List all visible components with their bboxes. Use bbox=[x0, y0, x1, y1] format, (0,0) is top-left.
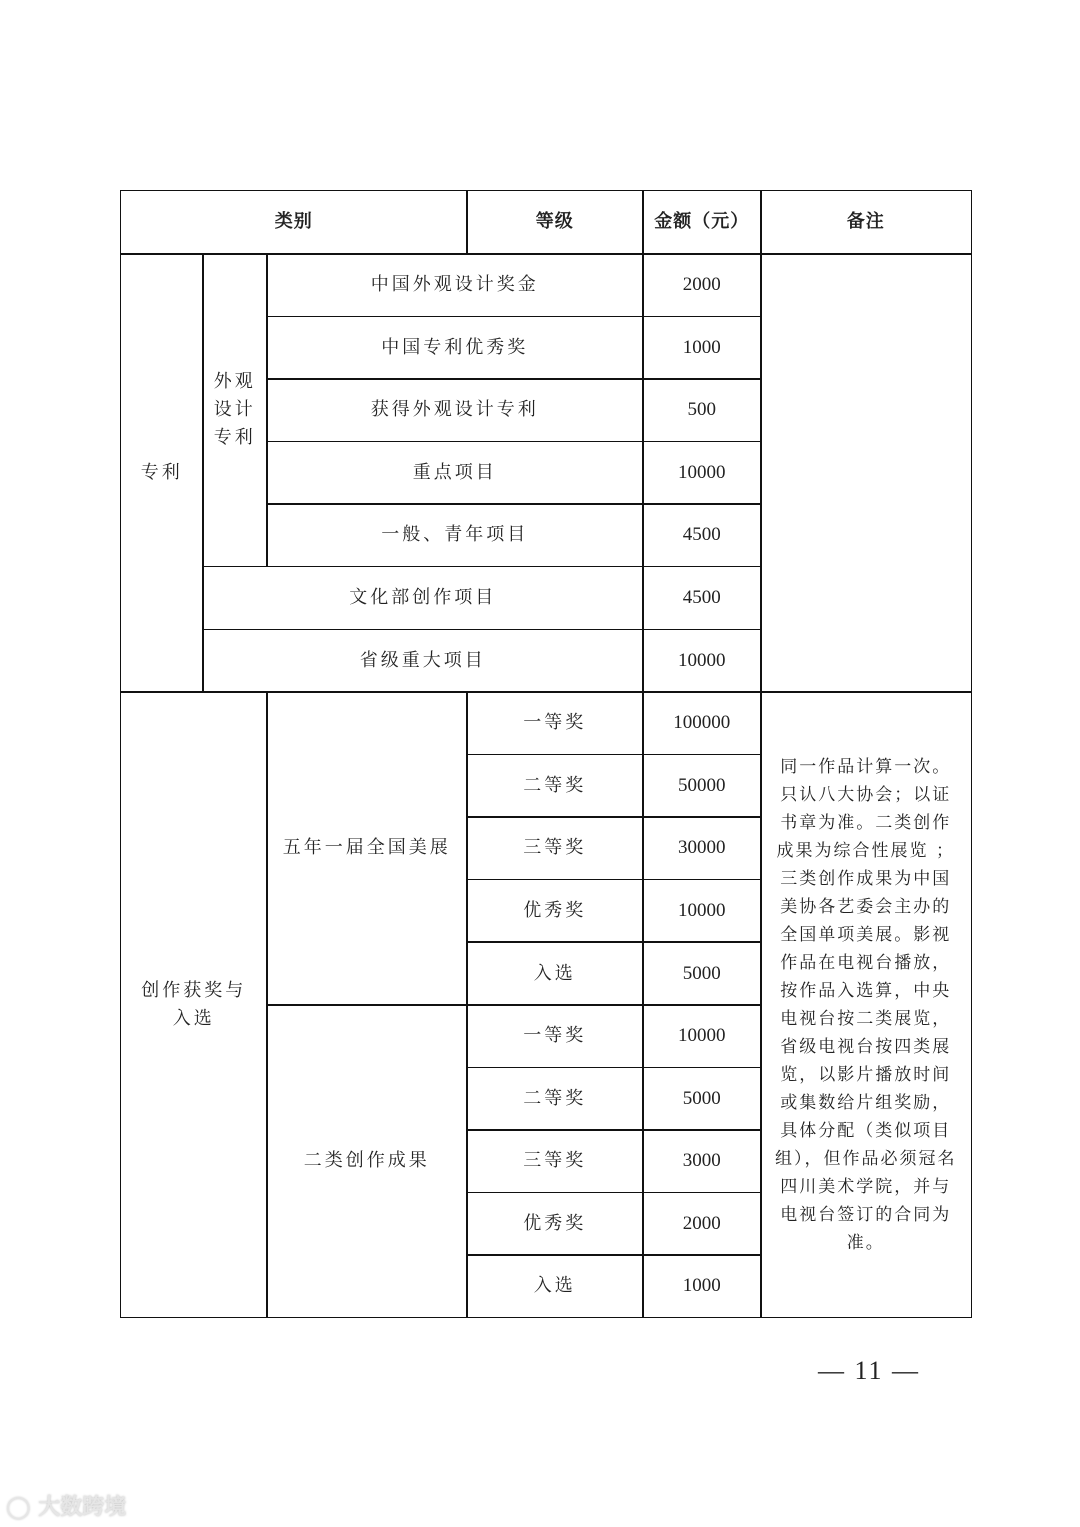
patent-amount: 10000 bbox=[642, 441, 762, 505]
creation-amount: 1000 bbox=[642, 1254, 762, 1318]
patent-level: 中国专利优秀奖 bbox=[266, 316, 644, 380]
patent-amount: 4500 bbox=[642, 566, 762, 630]
creation-amount: 50000 bbox=[642, 754, 762, 818]
patent-level: 一般、青年项目 bbox=[266, 503, 644, 567]
patent-level: 文化部创作项目 bbox=[202, 566, 644, 630]
creation-level: 二等奖 bbox=[466, 1067, 644, 1131]
creation-amount: 100000 bbox=[642, 691, 762, 755]
patent-subcategory bbox=[202, 253, 268, 567]
patent-level: 中国外观设计奖金 bbox=[266, 253, 644, 317]
watermark-logo bbox=[6, 1490, 126, 1521]
header-category: 类别 bbox=[120, 190, 468, 255]
category-line: 创作获奖与 bbox=[141, 979, 247, 1001]
creation-level: 入选 bbox=[466, 1254, 644, 1318]
creation-group-name: 二类创作成果 bbox=[266, 1004, 468, 1318]
page-number: — 11 — bbox=[818, 1356, 921, 1385]
patent-category: 专利 bbox=[120, 253, 204, 693]
patent-level: 省级重大项目 bbox=[202, 629, 644, 693]
creation-category bbox=[120, 691, 268, 1318]
creation-amount: 5000 bbox=[642, 1067, 762, 1131]
patent-level: 获得外观设计专利 bbox=[266, 378, 644, 442]
creation-level: 优秀奖 bbox=[466, 1192, 644, 1256]
creation-amount: 5000 bbox=[642, 941, 762, 1005]
patent-amount: 2000 bbox=[642, 253, 762, 317]
patent-amount: 1000 bbox=[642, 316, 762, 380]
creation-level: 三等奖 bbox=[466, 1129, 644, 1193]
header-remarks: 备注 bbox=[760, 190, 972, 255]
creation-level: 二等奖 bbox=[466, 754, 644, 818]
creation-level: 三等奖 bbox=[466, 816, 644, 880]
creation-amount: 30000 bbox=[642, 816, 762, 880]
watermark-icon: ◯ bbox=[6, 1495, 39, 1520]
creation-amount: 2000 bbox=[642, 1192, 762, 1256]
watermark-text: 大数跨境 bbox=[38, 1495, 127, 1520]
patent-level: 重点项目 bbox=[266, 441, 644, 505]
subcategory-line: 外观 bbox=[213, 371, 256, 393]
header-amount: 金额（元） bbox=[642, 190, 762, 255]
creation-level: 一等奖 bbox=[466, 691, 644, 755]
creation-remarks: 同一作品计算一次。只认八大协会；以证书章为准。二类创作成果为综合性展览 ；三类创作成果为中国美协各艺委会主办的全国单项美展。影视作品在电视台播放，按作品入选算，中央电视台按二类展览，省级电视台按四类展览，以影片播放时间或集数给片组奖励，具体分配（类似项目组），但作品必须冠名四川美术学院，并与电视台签订的合同为准。 bbox=[760, 691, 972, 1318]
creation-amount: 3000 bbox=[642, 1129, 762, 1193]
header-level: 等级 bbox=[466, 190, 644, 255]
creation-level: 入选 bbox=[466, 941, 644, 1005]
patent-amount: 10000 bbox=[642, 629, 762, 693]
creation-amount: 10000 bbox=[642, 879, 762, 943]
creation-group-name: 五年一届全国美展 bbox=[266, 691, 468, 1005]
patent-amount: 4500 bbox=[642, 503, 762, 567]
creation-level: 优秀奖 bbox=[466, 879, 644, 943]
creation-level: 一等奖 bbox=[466, 1004, 644, 1068]
subcategory-line: 专利 bbox=[213, 427, 256, 449]
subcategory-line: 设计 bbox=[213, 399, 256, 421]
category-line: 入选 bbox=[172, 1007, 215, 1029]
creation-amount: 10000 bbox=[642, 1004, 762, 1068]
patent-amount: 500 bbox=[642, 378, 762, 442]
patent-remarks bbox=[760, 253, 972, 693]
